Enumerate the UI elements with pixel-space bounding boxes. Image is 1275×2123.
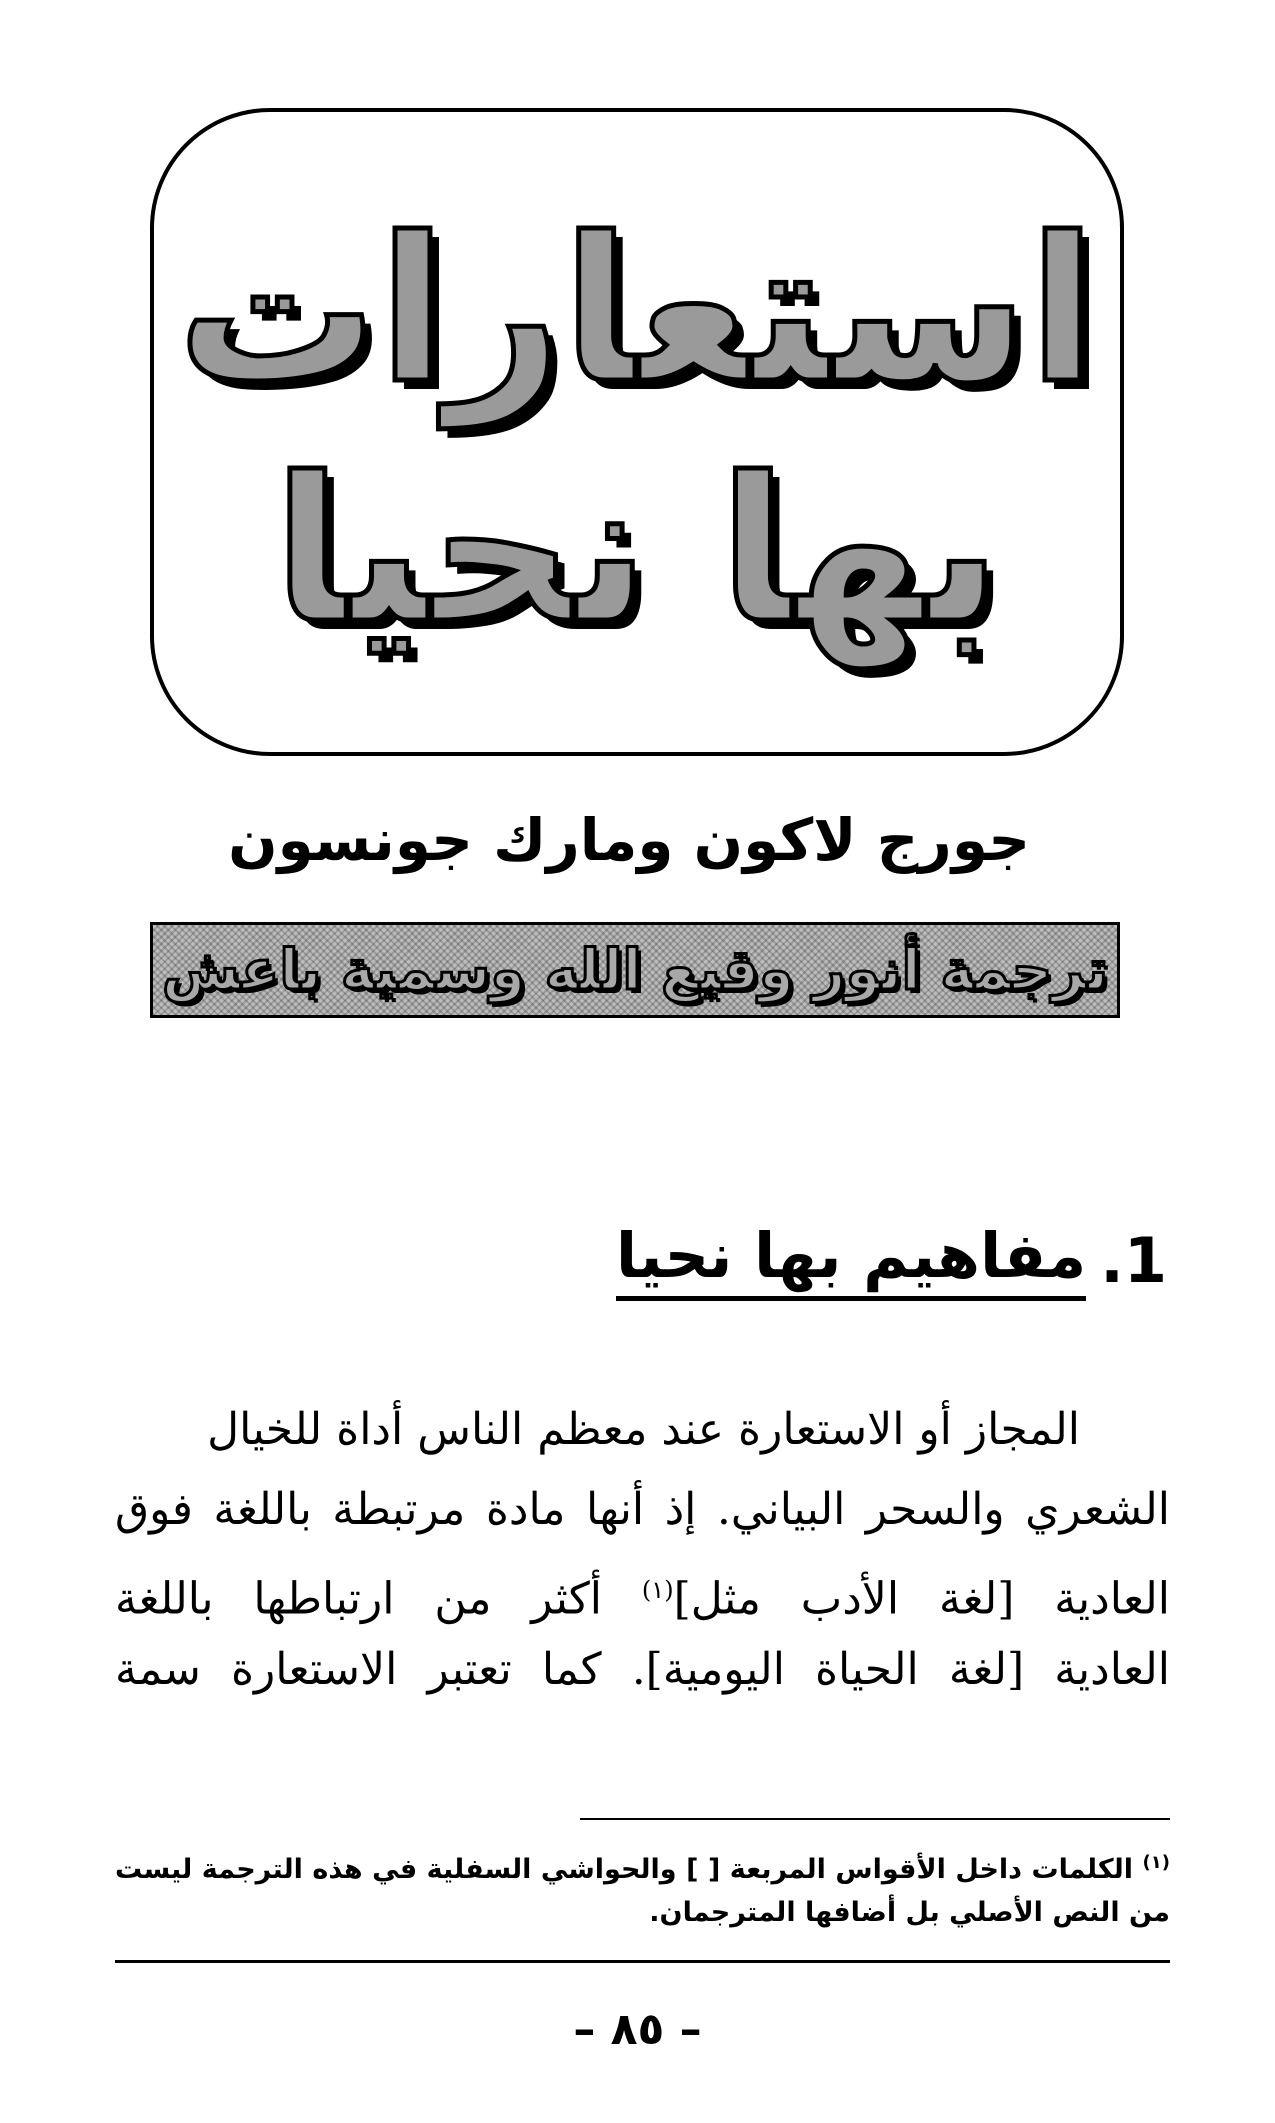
book-title-line-2: بها نحيا — [273, 435, 1001, 668]
body-line-segment: أكثر من ارتباطها باللغة — [115, 1573, 642, 1625]
translators-banner — [150, 922, 1120, 1018]
footer-rule — [115, 1960, 1170, 1963]
footnote-line — [115, 1838, 1170, 1888]
footnote-marker: (١) — [1142, 1852, 1170, 1873]
authors: جورج لاكون ومارك جونسون — [228, 806, 1030, 874]
chapter-number: 1. — [1100, 1223, 1167, 1297]
body-line: العادية [لغة الحياة اليومية]. كما تعتبر الاستعارة سمة — [115, 1644, 1170, 1695]
footnote-line: من النص الأصلي بل أضافها المترجمان. — [649, 1897, 1170, 1928]
footnote-text: الكلمات داخل الأقواس المربعة [ ] والحواشي السفلية في هذه الترجمة ليست — [115, 1854, 1143, 1885]
body-line-segment: العادية [لغة الأدب مثل] — [673, 1573, 1170, 1625]
footnote-reference: (١) — [641, 1576, 674, 1604]
footnote-separator — [580, 1818, 1170, 1820]
book-title-line-1: استعارات — [177, 195, 1097, 428]
body-line: الشعري والسحر البياني. إذ أنها مادة مرتبطة باللغة فوق — [115, 1484, 1170, 1535]
chapter-heading — [616, 1215, 1167, 1305]
footnote — [115, 1838, 1170, 1938]
page-number: – ٨٥ – — [573, 2004, 702, 2055]
chapter-title: مفاهيم بها نحيا — [616, 1219, 1086, 1301]
body-paragraph — [115, 1390, 1170, 1710]
translators-text: ترجمة أنور وقيع الله وسمية باعش — [161, 937, 1109, 1003]
book-title-box — [150, 108, 1124, 756]
body-line — [115, 1550, 1170, 1630]
body-line: المجاز أو الاستعارة عند معظم الناس أداة للخيال — [207, 1404, 1080, 1455]
